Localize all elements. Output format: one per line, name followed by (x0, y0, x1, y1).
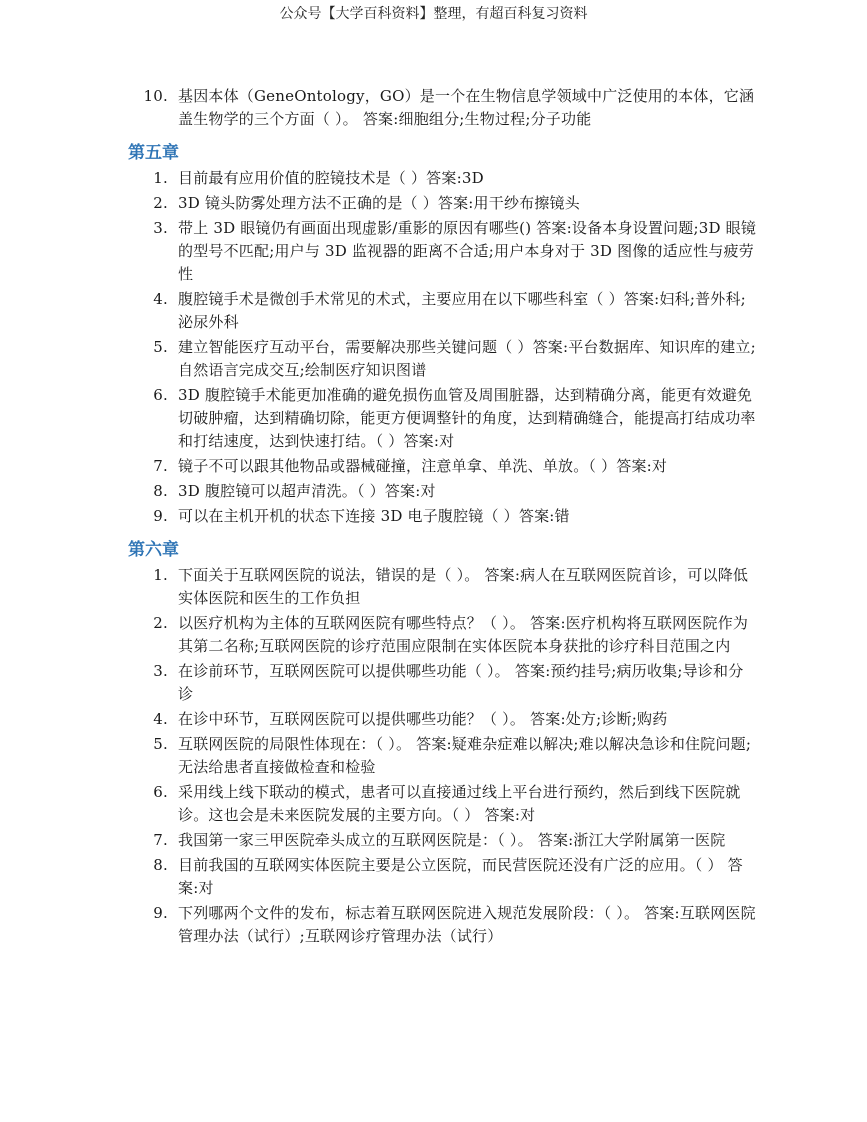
question-number: 5. (153, 735, 168, 753)
chapter-6-question-list (128, 564, 758, 948)
question-number: 2. (153, 194, 168, 212)
question-item (128, 612, 758, 658)
question-text: 目前最有应用价值的腔镜技术是（ ）答案:3D (178, 169, 484, 187)
question-item (128, 829, 758, 852)
question-item (128, 167, 758, 190)
question-number: 7. (153, 457, 168, 475)
question-text: 目前我国的互联网实体医院主要是公立医院，而民营医院还没有广泛的应用。（ ） 答案:对 (178, 856, 743, 897)
question-text: 建立智能医疗互动平台，需要解决那些关键问题（ ）答案:平台数据库、知识库的建立;自然语言完成交互;绘制医疗知识图谱 (178, 338, 756, 379)
question-text: 在诊中环节，互联网医院可以提供哪些功能？（ ）。 答案:处方;诊断;购药 (178, 710, 668, 728)
question-item (128, 192, 758, 215)
question-number: 3. (153, 219, 168, 237)
question-text: 采用线上线下联动的模式，患者可以直接通过线上平台进行预约，然后到线下医院就诊。这也会是未来医院发展的主要方向。（ ） 答案:对 (178, 783, 741, 824)
question-item (128, 708, 758, 731)
question-item (128, 336, 758, 382)
question-item (128, 505, 758, 528)
question-text: 可以在主机开机的状态下连接 3D 电子腹腔镜（ ）答案:错 (178, 507, 570, 525)
question-number: 3. (153, 662, 168, 680)
question-item (128, 564, 758, 610)
question-list-top (128, 85, 758, 131)
question-number: 9. (153, 507, 168, 525)
question-number: 5. (153, 338, 168, 356)
question-item (128, 455, 758, 478)
question-text: 3D 腹腔镜可以超声清洗。（ ）答案:对 (178, 482, 436, 500)
chapter-5-heading: 第五章 (128, 143, 179, 163)
question-number: 7. (153, 831, 168, 849)
question-text: 3D 腹腔镜手术能更加准确的避免损伤血管及周围脏器，达到精确分离，能更有效避免切破肿瘤，达到精确切除，能更方便调整针的角度，达到精确缝合，能提高打结成功率和打结速度，达到快速打结。（ ）答案:对 (178, 386, 756, 450)
question-number: 6. (153, 783, 168, 801)
question-item (128, 217, 758, 286)
question-text: 互联网医院的局限性体现在：（ ）。 答案:疑难杂症难以解决;难以解决急诊和住院问题;无法给患者直接做检查和检验 (178, 735, 752, 776)
question-item (128, 288, 758, 334)
question-text: 3D 镜头防雾处理方法不正确的是（ ）答案:用干纱布擦镜头 (178, 194, 580, 212)
question-item (128, 85, 758, 131)
question-text: 下面关于互联网医院的说法，错误的是（ ）。 答案:病人在互联网医院首诊，可以降低实体医院和医生的工作负担 (178, 566, 749, 607)
document-body (128, 85, 758, 950)
question-number: 6. (153, 386, 168, 404)
question-text: 腹腔镜手术是微创手术常见的术式，主要应用在以下哪些科室（ ）答案:妇科;普外科;泌尿外科 (178, 290, 746, 331)
question-item (128, 384, 758, 453)
question-text: 带上 3D 眼镜仍有画面出现虚影/重影的原因有哪些() 答案:设备本身设置问题;3D 眼镜的型号不匹配;用户与 3D 监视器的距离不合适;用户本身对于 3D 图像的适应性与疲劳性 (178, 219, 757, 283)
question-item (128, 854, 758, 900)
question-item (128, 902, 758, 948)
chapter-5-question-list (128, 167, 758, 528)
question-number: 1. (153, 169, 168, 187)
chapter-6-heading: 第六章 (128, 540, 179, 560)
question-item (128, 660, 758, 706)
question-item (128, 781, 758, 827)
question-item (128, 733, 758, 779)
question-number: 9. (153, 904, 168, 922)
question-number: 2. (153, 614, 168, 632)
question-text: 我国第一家三甲医院牵头成立的互联网医院是：（ ）。 答案:浙江大学附属第一医院 (178, 831, 726, 849)
question-number: 8. (153, 856, 168, 874)
question-item (128, 480, 758, 503)
question-text: 以医疗机构为主体的互联网医院有哪些特点？（ ）。 答案:医疗机构将互联网医院作为其第二名称;互联网医院的诊疗范围应限制在实体医院本身获批的诊疗科目范围之内 (178, 614, 749, 655)
question-number: 4. (153, 710, 168, 728)
question-number: 4. (153, 290, 168, 308)
page-header: 公众号【大学百科资料】整理，有超百科复习资料 (279, 6, 588, 22)
question-text: 在诊前环节，互联网医院可以提供哪些功能（ ）。 答案:预约挂号;病历收集;导诊和分诊 (178, 662, 744, 703)
question-text: 镜子不可以跟其他物品或器械碰撞，注意单拿、单洗、单放。（ ）答案:对 (178, 457, 668, 475)
question-number: 8. (153, 482, 168, 500)
question-number: 1. (153, 566, 168, 584)
question-text: 下列哪两个文件的发布，标志着互联网医院进入规范发展阶段：（ ）。 答案:互联网医院管理办法（试行）;互联网诊疗管理办法（试行） (178, 904, 756, 945)
question-text: 基因本体（GeneOntology，GO）是一个在生物信息学领域中广泛使用的本体，它涵盖生物学的三个方面（ ）。 答案:细胞组分;生物过程;分子功能 (178, 87, 755, 128)
question-number: 10. (143, 87, 168, 105)
